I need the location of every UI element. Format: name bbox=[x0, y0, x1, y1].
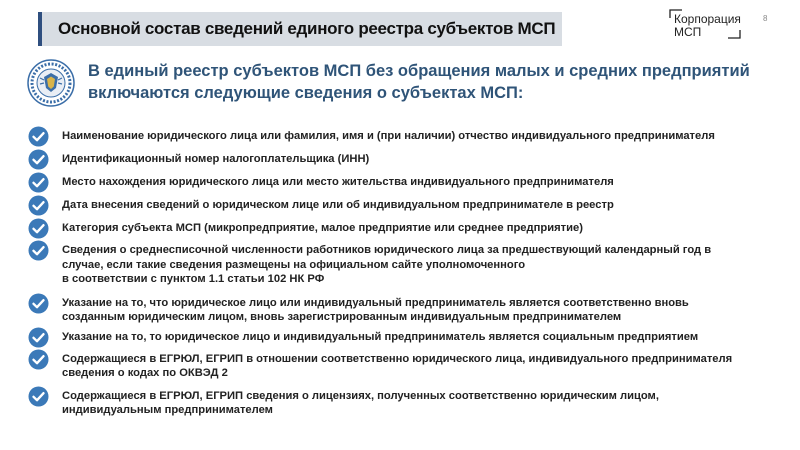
list-item-line: Сведения о среднесписочной численности работников юридического лица за предшествующий календарный год в bbox=[62, 244, 712, 256]
page-number: 8 bbox=[763, 14, 768, 23]
list-item-text bbox=[62, 327, 698, 345]
list-item-text bbox=[62, 195, 614, 213]
list-item-line: Идентификационный номер налогоплательщика (ИНН) bbox=[62, 153, 370, 165]
list-item bbox=[28, 293, 778, 325]
list-item bbox=[28, 195, 778, 216]
list-item-line: Наименование юридического лица или фамилия, имя и (при наличии) отчество индивидуального предпринимателя bbox=[62, 130, 715, 142]
list-item bbox=[28, 218, 778, 239]
fns-emblem-icon bbox=[26, 58, 76, 108]
list-item-text bbox=[62, 218, 583, 236]
list-item-line: Указание на то, что юридическое лицо или индивидуальный предприниматель является соответственно вновь bbox=[62, 296, 689, 309]
check-circle-icon bbox=[28, 240, 49, 261]
list-item-text bbox=[62, 172, 614, 190]
check-circle-icon bbox=[28, 386, 49, 407]
list-item bbox=[28, 149, 778, 170]
list-item bbox=[28, 240, 778, 287]
list-item-line: индивидуальным предпринимателем bbox=[62, 404, 273, 416]
intro-text: В единый реестр субъектов МСП без обращения малых и средних предприятий включаются следующие сведения о субъектах МСП: bbox=[88, 62, 750, 102]
list-item bbox=[28, 172, 778, 193]
check-circle-icon bbox=[28, 195, 49, 216]
logo-line-2: МСП bbox=[674, 25, 702, 39]
list-item-line: Содержащиеся в ЕГРЮЛ, ЕГРИП в отношении соответственно юридического лица, индивидуального предпринимателя bbox=[62, 352, 733, 365]
list-item-line: в соответствии с пунктом 1.1 статьи 102 НК РФ bbox=[62, 273, 325, 285]
info-list bbox=[28, 126, 778, 418]
list-item-line: сведения о кодах по ОКВЭД 2 bbox=[62, 367, 228, 379]
list-item-line: Указание на то, то юридическое лицо и индивидуальный предприниматель является социальным предприятием bbox=[62, 330, 699, 343]
list-item-text bbox=[62, 240, 711, 287]
list-item-line: Категория субъекта МСП (микропредприятие, малое предприятие или среднее предприятие) bbox=[62, 222, 583, 234]
corporation-msp-logo bbox=[668, 8, 742, 40]
check-circle-icon bbox=[28, 172, 49, 193]
check-circle-icon bbox=[28, 218, 49, 239]
check-circle-icon bbox=[28, 293, 49, 314]
list-item bbox=[28, 327, 778, 348]
list-item bbox=[28, 386, 778, 418]
list-item-text bbox=[62, 293, 689, 325]
page-title: Основной состав сведений единого реестра субъектов МСП bbox=[58, 19, 556, 38]
list-item-text bbox=[62, 149, 369, 167]
list-item-text bbox=[62, 126, 715, 144]
list-item-text bbox=[62, 349, 732, 381]
list-item-line: Место нахождения юридического лица или место жительства индивидуального предпринимателя bbox=[62, 176, 614, 188]
check-circle-icon bbox=[28, 149, 49, 170]
check-circle-icon bbox=[28, 126, 49, 147]
list-item bbox=[28, 126, 778, 147]
check-circle-icon bbox=[28, 327, 49, 348]
list-item bbox=[28, 349, 778, 381]
list-item-line: случае, если такие сведения размещены на официальном сайте уполномоченного bbox=[62, 258, 526, 271]
list-item-line: созданным юридическим лицом, вновь зарегистрированным индивидуальным предпринимателем bbox=[62, 311, 622, 323]
list-item-text bbox=[62, 386, 659, 418]
logo-line-1: Корпорация bbox=[674, 12, 741, 26]
list-item-line: Содержащиеся в ЕГРЮЛ, ЕГРИП сведения о лицензиях, полученных соответственно юридическим лицом, bbox=[62, 389, 659, 402]
list-item-line: Дата внесения сведений о юридическом лице или об индивидуальном предпринимателе в реестр bbox=[62, 199, 614, 211]
check-circle-icon bbox=[28, 349, 49, 370]
